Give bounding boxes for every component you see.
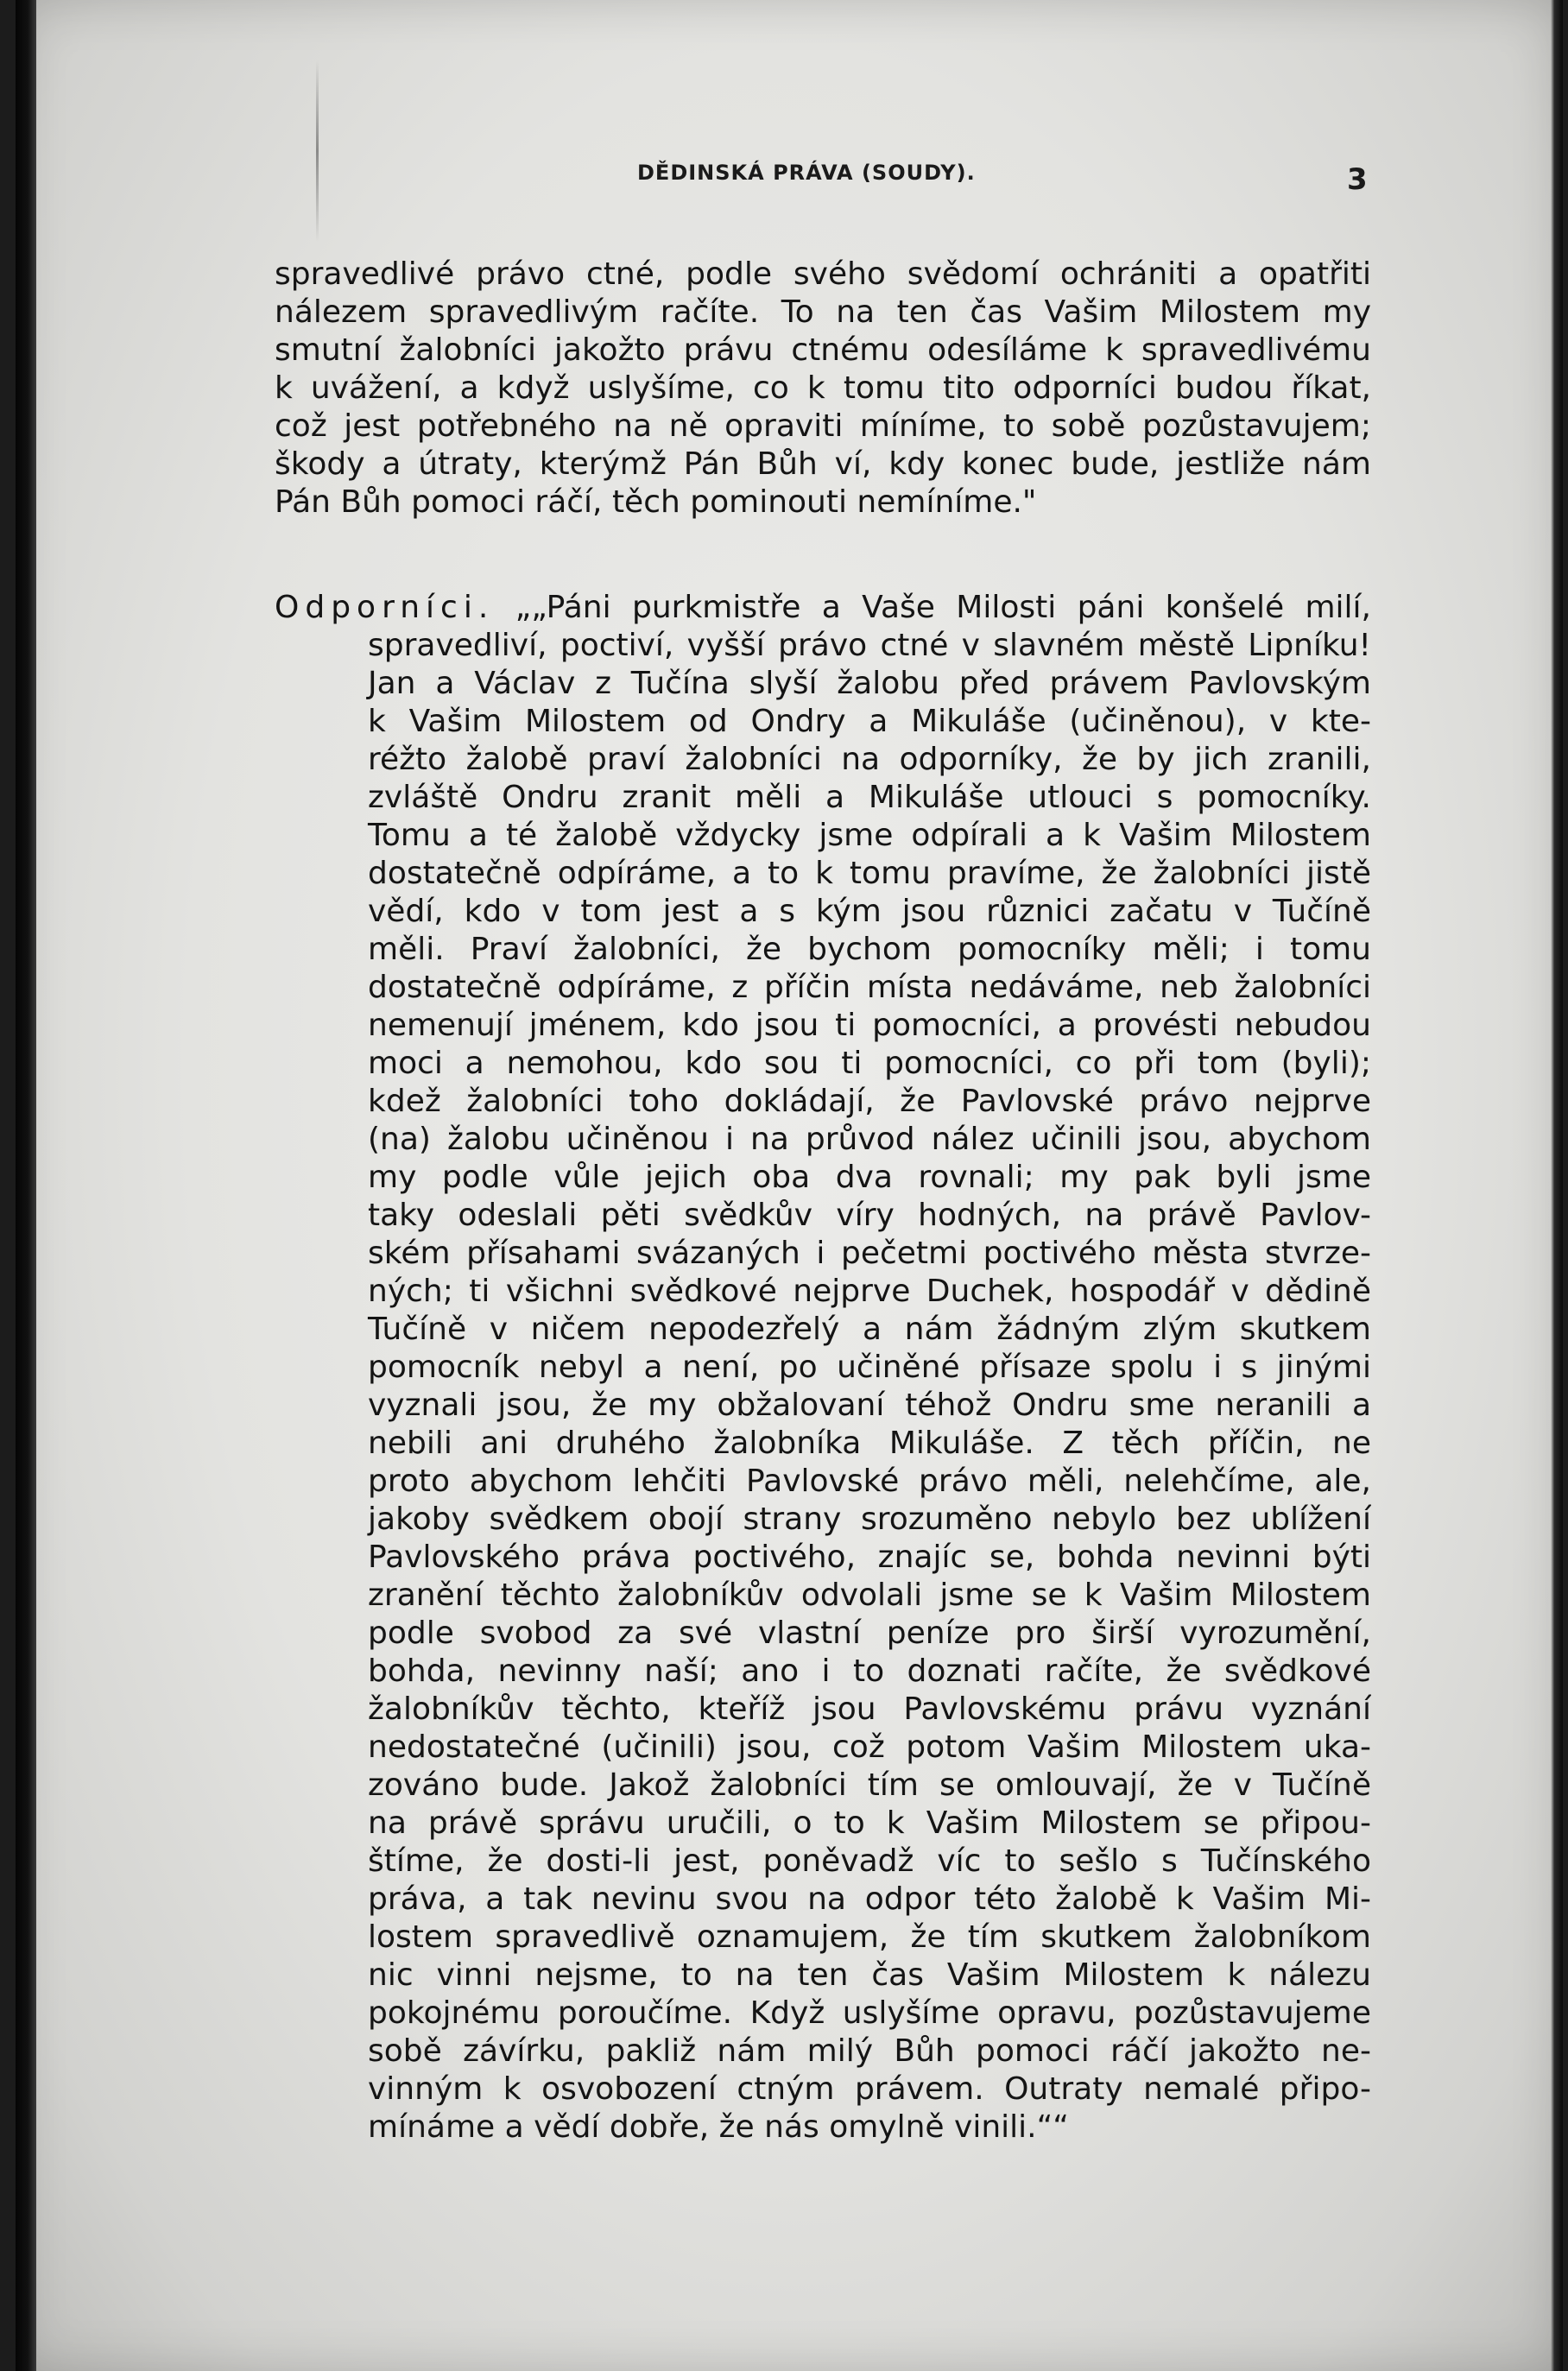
text-line: nemenují jménem, kdo jsou ti pomocníci, a provésti nebudou	[368, 1008, 1371, 1043]
speaker-label: Odporníci.	[275, 590, 495, 625]
text-line: mínáme a vědí dobře, že nás omylně vinili.““	[368, 2109, 1069, 2145]
text-line: zranění těchto žalobníkův odvolali jsme se k Vašim Milostem	[368, 1578, 1371, 1613]
speaker-line	[275, 589, 1371, 627]
text-line: práva, a tak nevinu svou na odpor této žalobě k Vašim Mi-	[368, 1881, 1371, 1917]
text-line: Tomu a té žalobě vždycky jsme odpírali a k Vašim Milostem	[368, 818, 1371, 853]
text-line: Pavlovského práva poctivého, znajíc se, bohda nevinni býti	[368, 1540, 1371, 1575]
text-line: Pán Bůh pomoci ráčí, těch pominouti nemíníme."	[275, 484, 1037, 520]
text-line: nebili ani druhého žalobníka Mikuláše. Z těch příčin, ne	[368, 1426, 1371, 1461]
scan-right-edge	[1551, 0, 1563, 2371]
text-line: (na) žalobu učiněnou i na průvod nález učinili jsou, abychom	[368, 1122, 1371, 1157]
text-line: vyznali jsou, že my obžalovaní téhož Ondru sme neranili a	[368, 1388, 1371, 1423]
text-line: zováno bude. Jakož žalobníci tím se omlouvají, že v Tučíně	[368, 1767, 1371, 1803]
speaker-line-rest: „„Páni purkmistře a Vaše Milosti páni konšelé milí,	[515, 590, 1371, 625]
text-line: na právě správu uručili, o to k Vašim Milostem se připou-	[368, 1805, 1371, 1841]
text-line: k uvážení, a když uslyšíme, co k tomu tito odporníci budou říkat,	[275, 370, 1371, 406]
text-line: kdež žalobníci toho dokládají, že Pavlovské právo nejprve	[368, 1084, 1371, 1119]
text-line: bohda, nevinny naší; ano i to doznati račíte, že svědkové	[368, 1653, 1371, 1689]
text-line: nic vinni nejsme, to na ten čas Vašim Milostem k nálezu	[368, 1957, 1371, 1993]
text-line: dostatečně odpíráme, a to k tomu pravíme, že žalobníci jistě	[368, 856, 1371, 891]
paragraph-defendants	[275, 589, 1371, 2147]
page-number: 3	[1347, 162, 1368, 197]
text-line: smutní žalobníci jakožto právu ctnému odesíláme k spravedlivému	[275, 332, 1371, 368]
text-line: spravedlivé právo ctné, podle svého svědomí ochrániti a opatřiti	[275, 256, 1371, 292]
paragraph-plaintiff-conclusion	[275, 256, 1371, 522]
text-line: jakoby svědkem obojí strany srozuměno nebylo bez ublížení	[368, 1502, 1371, 1537]
book-page	[16, 0, 1563, 2371]
text-line: lostem spravedlivě oznamujem, že tím skutkem žalobníkom	[368, 1919, 1371, 1955]
text-line: vinným k osvobození ctným právem. Outraty nemalé připo-	[368, 2071, 1371, 2107]
text-line: podle svobod za své vlastní peníze pro širší vyrozumění,	[368, 1615, 1371, 1651]
text-line: proto abychom lehčiti Pavlovské právo měli, nelehčíme, ale,	[368, 1464, 1371, 1499]
text-line: nedostatečné (učinili) jsou, což potom Vašim Milostem uka-	[368, 1729, 1371, 1765]
gutter-mark	[316, 60, 319, 242]
text-line: což jest potřebného na ně opraviti míníme, to sobě pozůstavujem;	[275, 408, 1371, 444]
scan-left-edge	[16, 0, 36, 2371]
text-line: ných; ti všichni svědkové nejprve Duchek, hospodář v dědině	[368, 1274, 1371, 1309]
text-line: štíme, že dosti-li jest, poněvadž víc to sešlo s Tučínského	[368, 1843, 1371, 1879]
text-line: réžto žalobě praví žalobníci na odporníky, že by jich zranili,	[368, 742, 1371, 777]
text-line: sobě závírku, pakliž nám milý Bůh pomoci ráčí jakožto ne-	[368, 2033, 1371, 2069]
text-line: Tučíně v ničem nepodezřelý a nám žádným zlým skutkem	[368, 1312, 1371, 1347]
text-line: nálezem spravedlivým račíte. To na ten čas Vašim Milostem my	[275, 294, 1371, 330]
text-line: zvláště Ondru zranit měli a Mikuláše utlouci s pomocníky.	[368, 780, 1371, 815]
text-line: moci a nemohou, kdo sou ti pomocníci, co při tom (byli);	[368, 1046, 1371, 1081]
running-head: DĚDINSKÁ PRÁVA (SOUDY).	[637, 161, 976, 185]
text-line: taky odeslali pěti svědkův víry hodných, na právě Pavlov-	[368, 1198, 1371, 1233]
text-line: pomocník nebyl a není, po učiněné přísaze spolu i s jinými	[368, 1350, 1371, 1385]
text-line: měli. Praví žalobníci, že bychom pomocníky měli; i tomu	[368, 932, 1371, 967]
text-line: dostatečně odpíráme, z příčin místa nedáváme, neb žalobníci	[368, 970, 1371, 1005]
text-line: my podle vůle jejich oba dva rovnali; my pak byli jsme	[368, 1160, 1371, 1195]
text-line: ském přísahami svázaných i pečetmi poctivého města stvrze-	[368, 1236, 1371, 1271]
text-line: k Vašim Milostem od Ondry a Mikuláše (učiněnou), v kte-	[368, 704, 1371, 739]
text-line: vědí, kdo v tom jest a s kým jsou různici začatu v Tučíně	[368, 894, 1371, 929]
text-line: žalobníkův těchto, kteříž jsou Pavlovskému právu vyznání	[368, 1691, 1371, 1727]
text-line: škody a útraty, kterýmž Pán Bůh ví, kdy konec bude, jestliže nám	[275, 446, 1371, 482]
text-line: spravedliví, poctiví, vyšší právo ctné v slavném městě Lipníku!	[368, 628, 1371, 663]
text-line: Jan a Václav z Tučína slyší žalobu před právem Pavlovským	[368, 666, 1371, 701]
text-line: pokojnému poroučíme. Když uslyšíme opravu, pozůstavujeme	[368, 1995, 1371, 2031]
